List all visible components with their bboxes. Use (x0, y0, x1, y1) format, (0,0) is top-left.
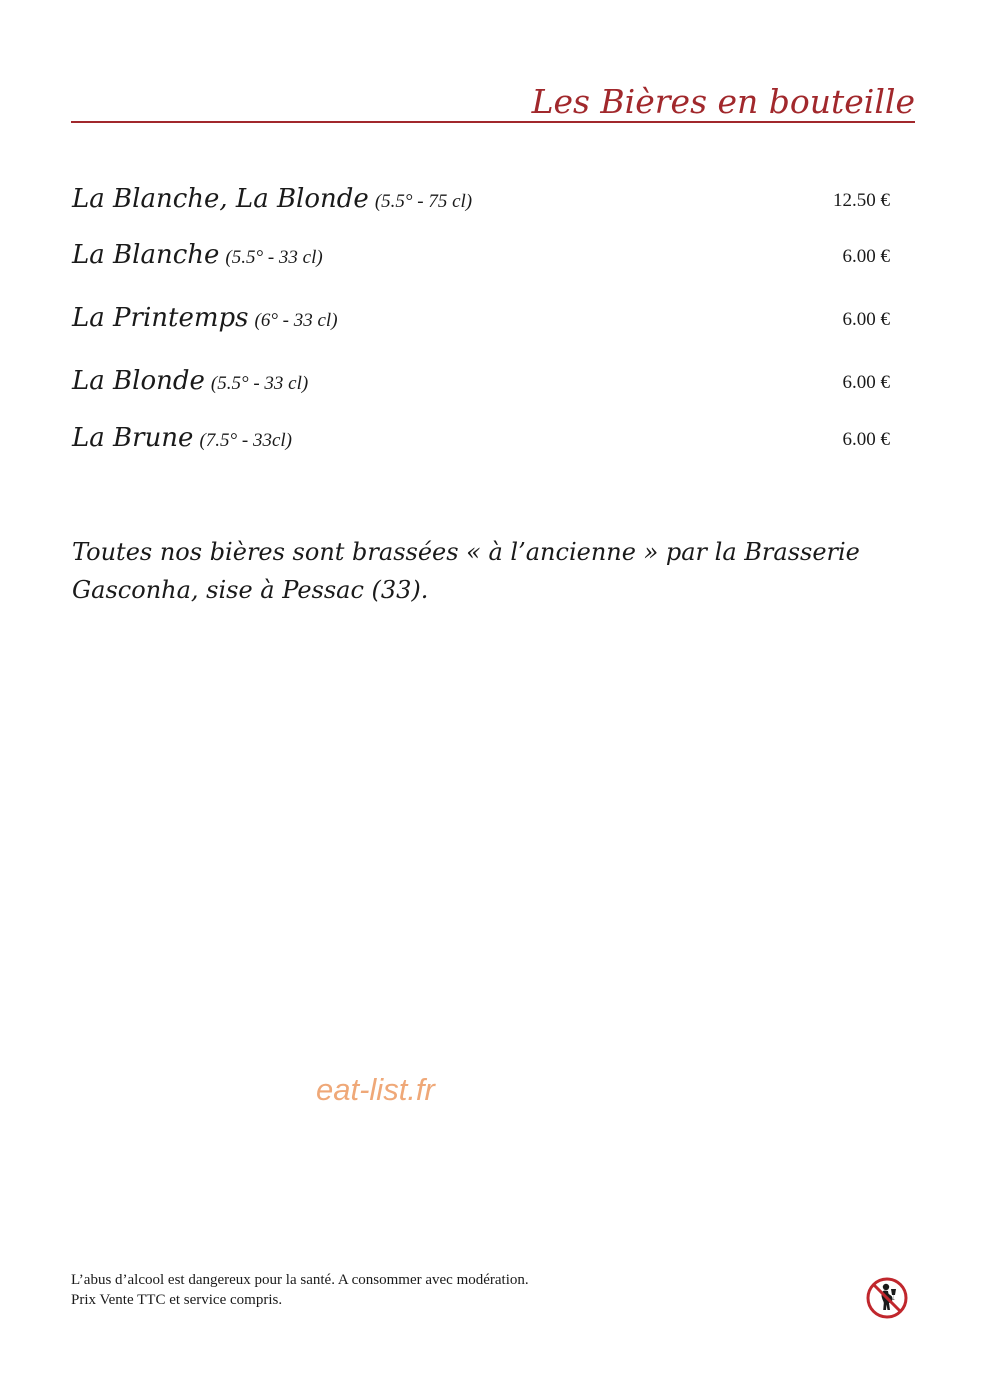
menu-item-name: La Blonde (72, 366, 205, 396)
menu-item-price: 6.00 € (842, 372, 890, 393)
menu-item-detail: (7.5° - 33cl) (199, 430, 292, 451)
menu-item (72, 419, 892, 459)
menu-item-name: La Brune (72, 423, 194, 453)
brewery-note: Toutes nos bières sont brassées « à l’ancienne » par la Brasserie Gasconha, sise à Pessac (33). (72, 538, 860, 604)
no-alcohol-pregnancy-icon (865, 1276, 909, 1320)
menu-item-name: La Blanche, La Blonde (72, 184, 369, 214)
menu-item-detail: (5.5° - 33 cl) (210, 373, 309, 394)
menu-item (72, 362, 892, 402)
menu-item-price: 12.50 € (833, 190, 890, 211)
menu-item-price: 6.00 € (842, 429, 890, 450)
watermark: eat-list.fr (316, 1072, 435, 1107)
menu-item-price: 6.00 € (842, 246, 890, 267)
menu-item (72, 299, 892, 339)
menu-item-detail: (6° - 33 cl) (254, 310, 338, 331)
menu-item-name: La Printemps (72, 303, 249, 333)
menu-item (72, 236, 892, 276)
title-divider (71, 121, 915, 123)
menu-item (72, 180, 892, 220)
section-title: Les Bières en bouteille (531, 82, 915, 121)
menu-item-detail: (5.5° - 75 cl) (374, 191, 473, 212)
menu-item-price: 6.00 € (842, 309, 890, 330)
footer-disclaimer (71, 1270, 529, 1310)
footer-line-alcohol-warning: L’abus d’alcool est dangereux pour la santé. A consommer avec modération. (71, 1272, 529, 1288)
menu-item-detail: (5.5° - 33 cl) (225, 247, 323, 268)
menu-item-name: La Blanche (72, 240, 220, 270)
footer-line-price-info: Prix Vente TTC et service compris. (71, 1292, 283, 1308)
